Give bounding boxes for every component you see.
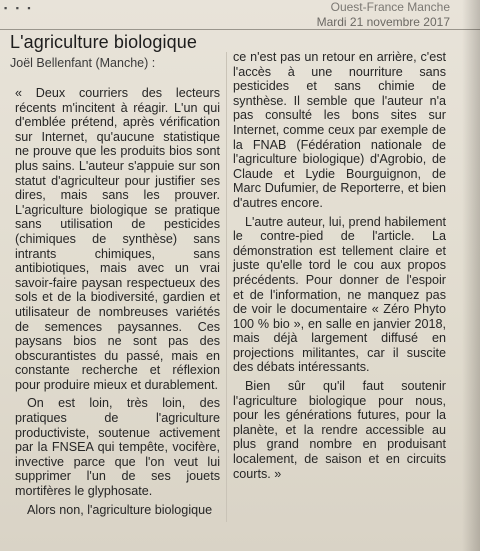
header-rule: [0, 29, 480, 30]
page-shadow: [462, 0, 480, 551]
paragraph: Alors non, l'agriculture biologique: [27, 502, 213, 517]
paragraph: L'autre auteur, lui, prend habilement le contre-pied de l'article. La démonstration est tellement claire et juste qu'elle tord le cou aux propos précédents. Pour donner de l'espoir et de l'information, ne manquez pas de voir le documentaire « Zéro Phyto 100 % bio », en salle en janvier 2018, mais déjà largement diffusé en projections militantes, car il suscite des débats intéressants.: [233, 214, 446, 375]
torn-edge-marks: ▪ ▪ ▪: [4, 3, 34, 13]
masthead: [230, 0, 450, 30]
left-column: [15, 86, 220, 521]
column-divider: [226, 52, 227, 522]
paragraph: « Deux courriers des lecteurs récents m'incitent à réagir. L'un qui d'emblée prétend, après vérification sur Internet, qu'aucune statistique ne prouve que les produits bios sont plus sains. L'auteur s'appuie sur son statut d'agriculteur pour justifier ses dires, mais sans les prouver. L'agriculture biologique se pratique sans utilisation de pesticides (chimiques de synthèse) sans intrants chimiques, sans antibiotiques, mais avec un vrai savoir-faire paysan respectueux des sols et de la biodiversité, gardien et utilisateur de nombreuses variétés de semences paysannes. Ces paysans bios ne sont pas des obscurantistes du passé, mais en constante recherche et réflexion pour produire mieux et durablement.: [15, 86, 220, 392]
article-byline: Joël Bellenfant (Manche) :: [10, 56, 156, 70]
publication-name: Ouest-France Manche: [330, 0, 450, 14]
paragraph: On est loin, très loin, des pratiques de l'agriculture productiviste, soutenue activement par la FNSEA qui tempête, vocifère, invective parce que l'on veut lui supprimer l'un de ses jouets mortifères le glyphosate.: [15, 396, 220, 499]
publication-date: Mardi 21 novembre 2017: [316, 15, 450, 29]
right-column: [233, 50, 446, 485]
article-title: L'agriculture biologique: [10, 32, 197, 52]
paragraph: ce n'est pas un retour en arrière, c'est l'accès à une nourriture sans pesticides et sans chimie de synthèse. Il semble que l'auteur n'a pas consulté les bons sites sur Internet, comme ceux par exemple de la FNAB (Fédération nationale de l'agriculture biologique) d'Agrobio, de Claude et Lydie Bourguignon, de Marc Dufumier, de Reporterre, et bien d'autres encore.: [233, 50, 446, 210]
paragraph: Bien sûr qu'il faut soutenir l'agriculture biologique pour nous, pour les générations futures, pour la planète, et la rendre accessible au plus grand nombre en produisant localement, de saison et en circuits courts. »: [233, 379, 446, 481]
